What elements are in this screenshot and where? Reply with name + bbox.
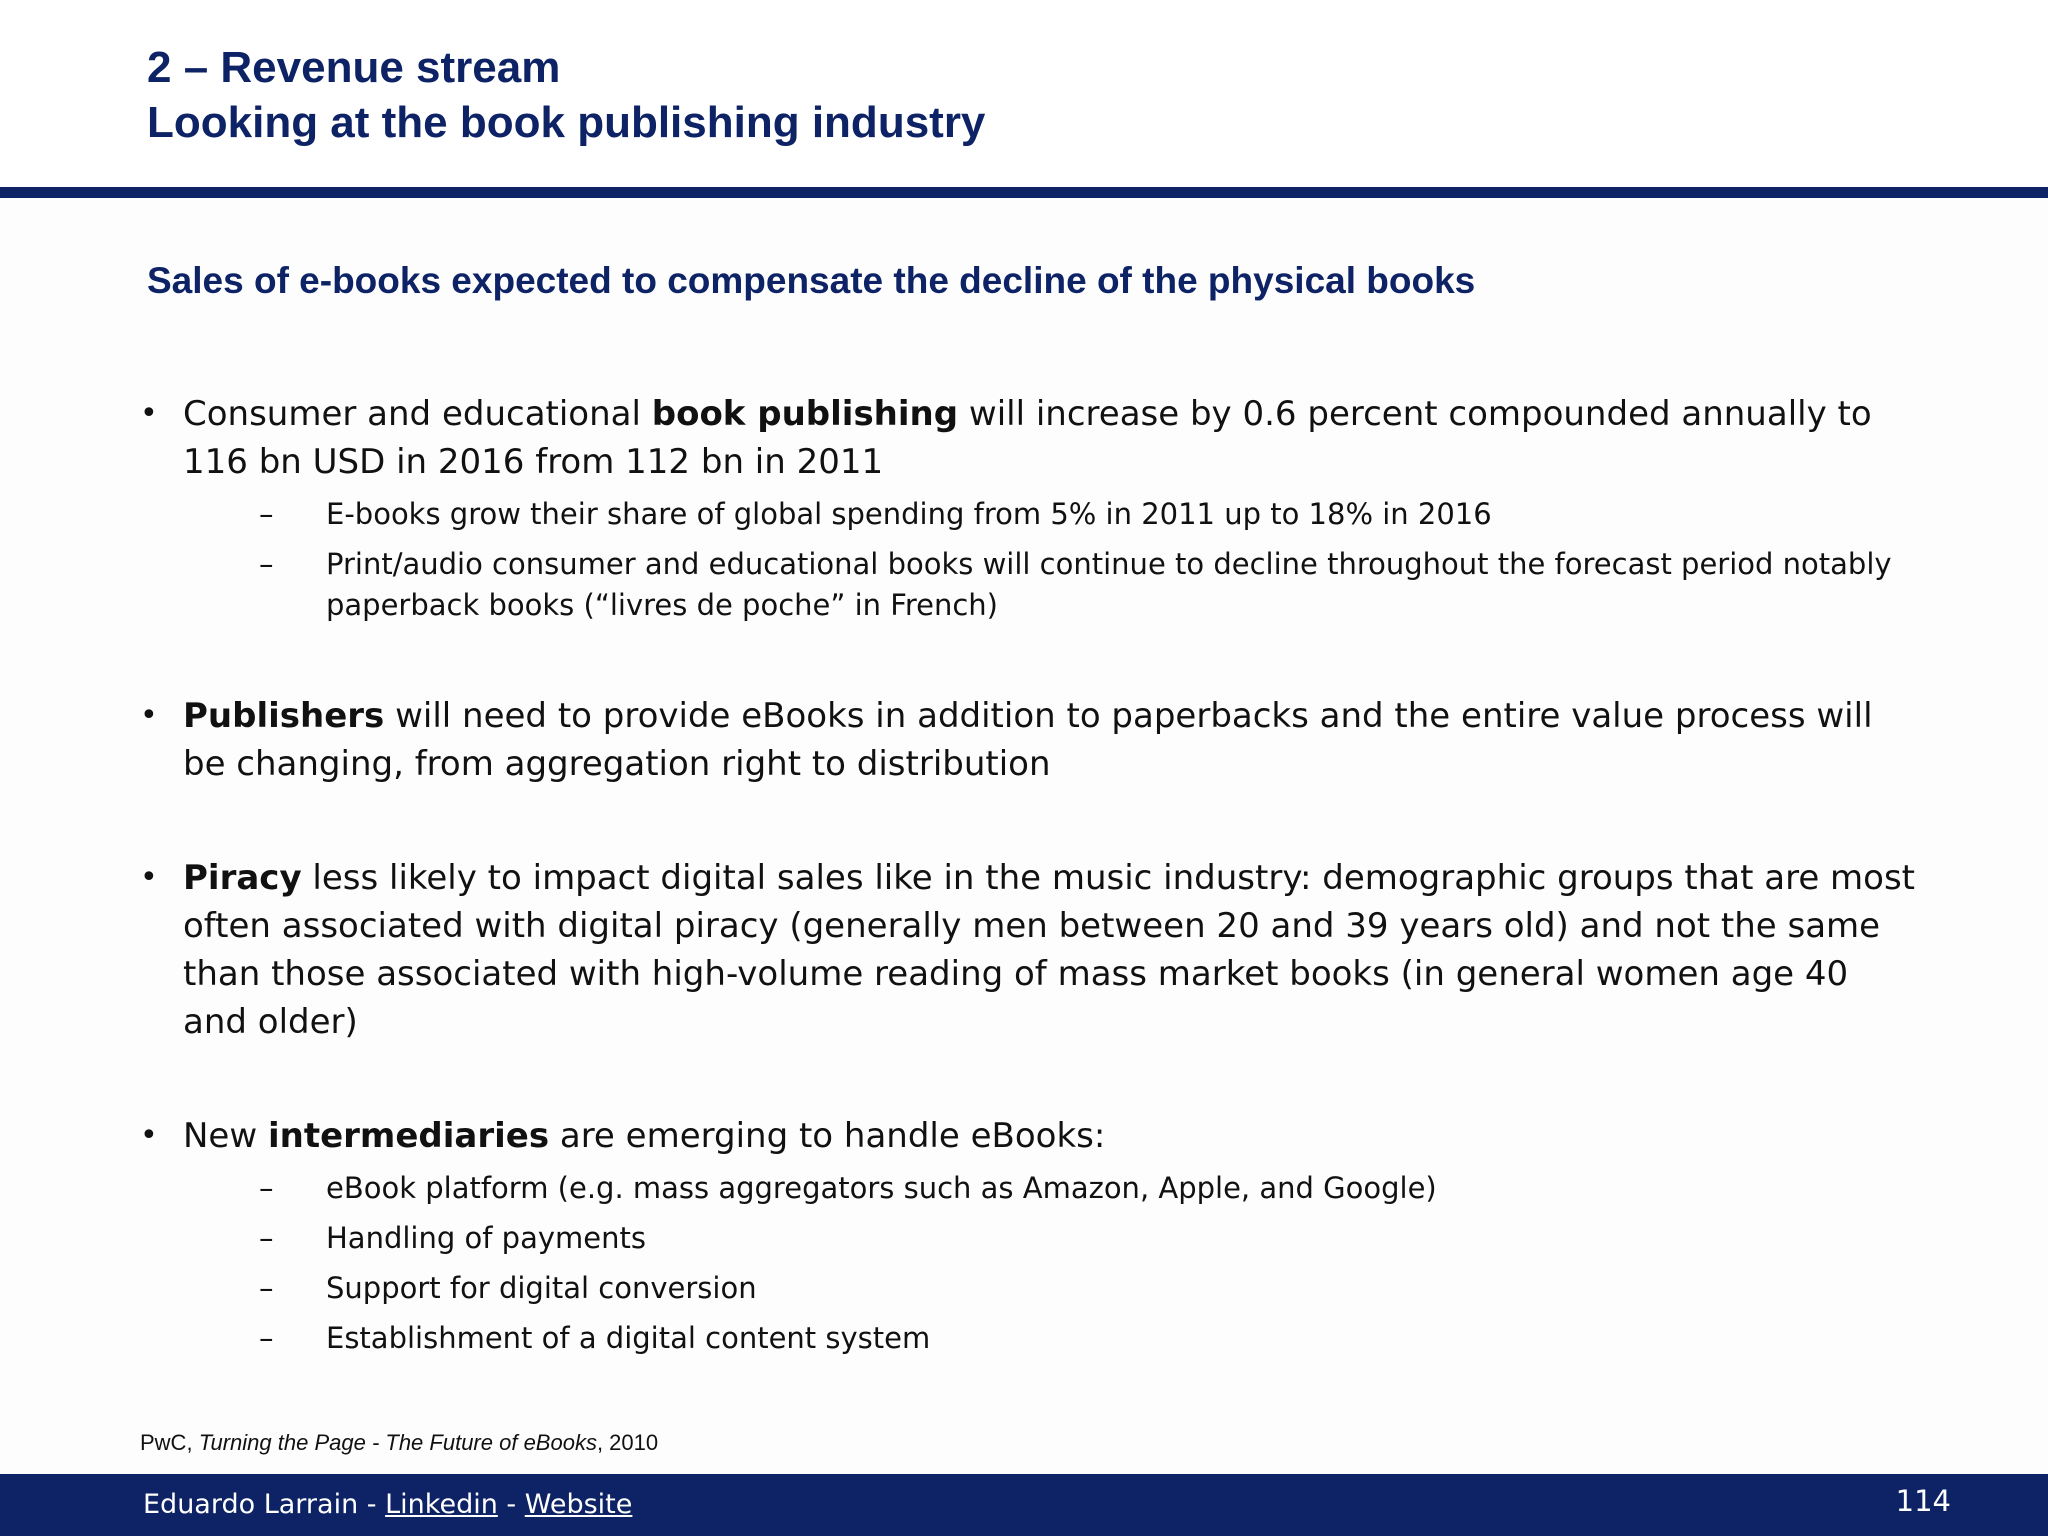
bullet-text-post: will need to provide eBooks in addition to paperbacks and the entire value process will be changing, from aggregation right to distribution <box>183 696 1873 784</box>
bullet-text-bold: book publishing <box>651 394 959 434</box>
bullet-item <box>140 1112 1920 1359</box>
header-divider <box>0 187 2048 198</box>
citation-author: PwC, <box>140 1430 199 1455</box>
bullet-item <box>140 390 1920 626</box>
footer-author: Eduardo Larrain <box>143 1489 359 1520</box>
sub-bullet-list <box>183 494 1920 626</box>
sub-bullet-marker: – <box>259 1321 274 1355</box>
sub-bullet-item <box>183 544 1920 626</box>
slide-subtitle: Sales of e-books expected to compensate the decline of the physical books <box>147 260 1476 301</box>
sub-bullet-text: Handling of payments <box>326 1221 646 1255</box>
sub-bullet-item <box>183 1268 1920 1309</box>
bullet-text-post: are emerging to handle eBooks: <box>549 1116 1106 1156</box>
bullet-text-pre: Consumer and educational <box>183 394 652 434</box>
sub-bullet-marker: – <box>259 1171 274 1205</box>
bullet-marker: • <box>140 698 158 733</box>
bullet-item <box>140 854 1920 1046</box>
title-line-2: Looking at the book publishing industry <box>147 98 986 147</box>
sub-bullet-list <box>183 1168 1920 1359</box>
bullet-text-bold: Piracy <box>183 858 302 898</box>
sub-bullet-item <box>183 1168 1920 1209</box>
bullet-text-pre: New <box>183 1116 268 1156</box>
citation-title: Turning the Page - The Future of eBooks <box>198 1430 597 1455</box>
sub-bullet-marker: – <box>259 497 274 531</box>
sub-bullet-text: E-books grow their share of global spending from 5% in 2011 up to 18% in 2016 <box>326 497 1492 531</box>
sub-bullet-marker: – <box>259 1271 274 1305</box>
footer-separator: - <box>358 1489 386 1520</box>
footer-separator: - <box>497 1489 525 1520</box>
bullet-marker: • <box>140 1118 158 1153</box>
source-citation <box>140 1429 658 1457</box>
title-line-1: 2 – Revenue stream <box>147 43 561 92</box>
sub-bullet-item <box>183 1318 1920 1359</box>
citation-year: , 2010 <box>596 1430 659 1455</box>
sub-bullet-item <box>183 1218 1920 1259</box>
bullet-text-post: less likely to impact digital sales like in the music industry: demographic groups that are most often associated with digital piracy (generally men between 20 and 39 years old) and not the same than those associated with high-volume reading of mass market books (in general women age 40 and older) <box>183 858 1916 1042</box>
slide-title <box>147 40 985 150</box>
bullet-text-bold: intermediaries <box>267 1116 550 1156</box>
page-number: 114 <box>1895 1484 1951 1518</box>
website-link[interactable]: Website <box>524 1489 633 1520</box>
linkedin-link[interactable]: Linkedin <box>385 1489 498 1520</box>
bullet-marker: • <box>140 396 158 431</box>
sub-bullet-text: Support for digital conversion <box>326 1271 757 1305</box>
slide-header <box>0 0 2048 190</box>
bullet-marker: • <box>140 860 158 895</box>
bullet-item <box>140 692 1920 788</box>
bullet-text-bold: Publishers <box>183 696 385 736</box>
sub-bullet-text: Establishment of a digital content system <box>326 1321 931 1355</box>
footer-credits <box>143 1488 632 1522</box>
sub-bullet-marker: – <box>259 547 274 581</box>
sub-bullet-item <box>183 494 1920 535</box>
bullet-text-post: will increase by 0.6 percent compounded annually to 116 bn USD in 2016 from 112 bn in 2011 <box>183 394 1872 482</box>
slide-footer <box>0 1474 2048 1536</box>
sub-bullet-text: Print/audio consumer and educational books will continue to decline throughout the forecast period notably paperback books (“livres de poche” in French) <box>326 547 1892 622</box>
sub-bullet-marker: – <box>259 1221 274 1255</box>
sub-bullet-text: eBook platform (e.g. mass aggregators such as Amazon, Apple, and Google) <box>326 1171 1437 1205</box>
bullet-list <box>140 390 1920 1368</box>
